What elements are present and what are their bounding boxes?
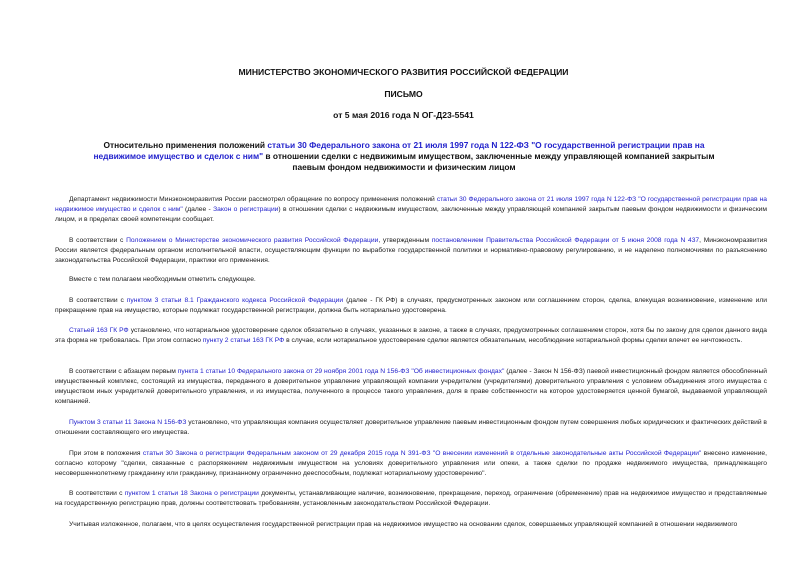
p2-text-c: , Минэкономразвития России является федеральным органом исполнительной власти, осуществляющим функции по выработке государственной политики и нормативно-правовому регулированию, и не наделено полномочиями по разъяснению законодательства Российской Федерации, практики его применения. <box>55 237 767 265</box>
p2-text-b: , утвержденным <box>378 237 432 244</box>
p5-text-b: в случае, если нотариальное удостоверение сделки является обязательным, несоблюдение нотариальной формы сделки влечет ее ничтожность. <box>284 337 743 345</box>
paragraph-6 <box>55 367 767 407</box>
p9-article-18-link[interactable]: пунктом 1 статьи 18 Закона о регистрации <box>124 490 259 497</box>
p1-text-b: (далее - <box>182 206 214 214</box>
p3-text: Вместе с тем полагаем необходимым отметить следующее. <box>69 276 256 283</box>
paragraph-10 <box>55 520 767 530</box>
p4-civil-code-link[interactable]: пунктом 3 статьи 8.1 Гражданского кодекса Российской Федерации <box>126 297 344 304</box>
p6-investment-funds-law-link[interactable]: пункта 1 статьи 10 Федерального закона от 29 ноября 2001 года N 156-ФЗ "Об инвестиционных фондах" <box>177 368 505 375</box>
paragraph-1 <box>55 195 767 225</box>
paragraph-2 <box>55 236 767 266</box>
p8-amendment-law-link[interactable]: статьи 30 Закона о регистрации Федеральным законом от 29 декабря 2015 года N 391-ФЗ "О внесении изменений в отдельные законодательные акты Российской Федерации" <box>142 450 702 457</box>
p5-text-a: установлено, что нотариальное удостоверение сделок обязательно в случаях, указанных в законе, а также в случаях, предусмотренных соглашением сторон, хотя бы по закону для сделок данного вида эта форма не требовалась. При этом согласно <box>55 327 768 345</box>
p9-text-a: В соответствии с <box>69 490 125 497</box>
p8-text-a: При этом в положения <box>69 450 143 457</box>
p1-text-a: Департамент недвижимости Минэкономразвития России рассмотрел обращение по вопросу применения положений <box>69 196 437 203</box>
p1-text-c: ) в отношении сделки с недвижимым имуществом, заключенные между управляющей компанией закрытым паевым фондом недвижимости и физическим лицом, и в пределах своей компетенции сообщает. <box>55 206 767 224</box>
subject-prefix: Относительно применения положений <box>103 140 268 150</box>
p7-text: установлено, что управляющая компания осуществляет доверительное управление паевым инвестиционным фондом путем совершения любых юридических и фактических действий в отношении составляющего его имущества. <box>55 419 767 437</box>
p2-regulation-link[interactable]: Положением о Министерстве экономического развития Российской Федерации <box>126 237 379 244</box>
p10-text: Учитывая изложенное, полагаем, что в целях осуществления государственной регистрации прав на недвижимое имущество на основании сделок, совершаемых управляющей компанией в отношении недвижимого <box>69 521 738 528</box>
document-type: ПИСЬМО <box>384 89 423 99</box>
subject-law-link[interactable]: статьи 30 Федерального закона от 21 июля 1997 года N 122-ФЗ "О государственной регистрации прав на недвижимое имущество и сделок с ним" <box>93 140 705 161</box>
p1-registration-law-link[interactable]: Закон о регистрации <box>213 206 279 214</box>
p5-clause-2-link[interactable]: пункту 2 статьи 163 ГК РФ <box>202 337 285 345</box>
paragraph-3 <box>55 275 767 285</box>
p4-text-a: В соответствии с <box>69 297 127 304</box>
document-subject <box>90 140 718 173</box>
document-date-number: от 5 мая 2016 года N ОГ-Д23-5541 <box>333 110 474 120</box>
p5-article-163-link[interactable]: Статьей 163 ГК РФ <box>69 327 129 334</box>
p6-text-b: (далее - Закон N 156-ФЗ) паевой инвестиционный фондом является обособленный имущественный комплекс, состоящий из имущества, переданного в доверительное управление управляющей компании учредителем (учредителями) доверительного управления с условием объединения этого имущества с имуществом иных учредителей доверительного управления, и из имущества, полученного в процессе такого управления, доля в праве собственности на которое удостоверяется ценной бумагой, выдаваемой управляющей компанией. <box>55 368 767 406</box>
paragraph-4 <box>55 296 767 316</box>
p9-text-b: документы, устанавливающие наличие, возникновение, прекращение, переход, ограничение (обременение) прав на недвижимое имущество и представляемые на государственную регистрацию прав, должны соответствовать требованиям, установленным законодательством Российской Федерации. <box>55 490 768 508</box>
p2-decree-link[interactable]: постановлением Правительства Российской Федерации от 5 июня 2008 года N 437 <box>431 237 700 244</box>
p7-article-11-link[interactable]: Пунктом 3 статьи 11 Закона N 156-ФЗ <box>69 419 187 426</box>
p6-text-a: В соответствии с абзацем первым <box>69 368 178 375</box>
p8-text-b: внесено изменение, согласно которому "сделки, связанные с распоряжением недвижимым имуществом на условиях доверительного управления или опеки, а также сделки по продаже недвижимого имущества, принадлежащего несовершеннолетнему гражданину или гражданину, признанному ограниченно дееспособным, подлежат нотариальному удостоверению". <box>55 450 768 478</box>
p4-text-b: (далее - ГК РФ) в случаях, предусмотренных законом или соглашением сторон, сделка, влекущая возникновение, изменение или прекращение прав на имущество, которые подлежат государственной регистрации, должна быть нотариально удостоверена. <box>55 297 768 315</box>
paragraph-8 <box>55 449 767 479</box>
paragraph-9 <box>55 489 767 509</box>
ministry-heading: МИНИСТЕРСТВО ЭКОНОМИЧЕСКОГО РАЗВИТИЯ РОССИЙСКОЙ ФЕДЕРАЦИИ <box>238 67 569 77</box>
p1-law-link[interactable]: статьи 30 Федерального закона от 21 июля 1997 года N 122-ФЗ "О государственной регистрации прав на недвижимое имущество и сделок с ним" <box>55 196 767 214</box>
p2-text-a: В соответствии с <box>69 237 127 244</box>
paragraph-5 <box>55 326 767 346</box>
subject-suffix: в отношении сделки с недвижимым имуществом, заключенные между управляющей компанией закрытым паевым фондом недвижимости и физическим лицом <box>263 151 715 172</box>
paragraph-7 <box>55 418 767 438</box>
